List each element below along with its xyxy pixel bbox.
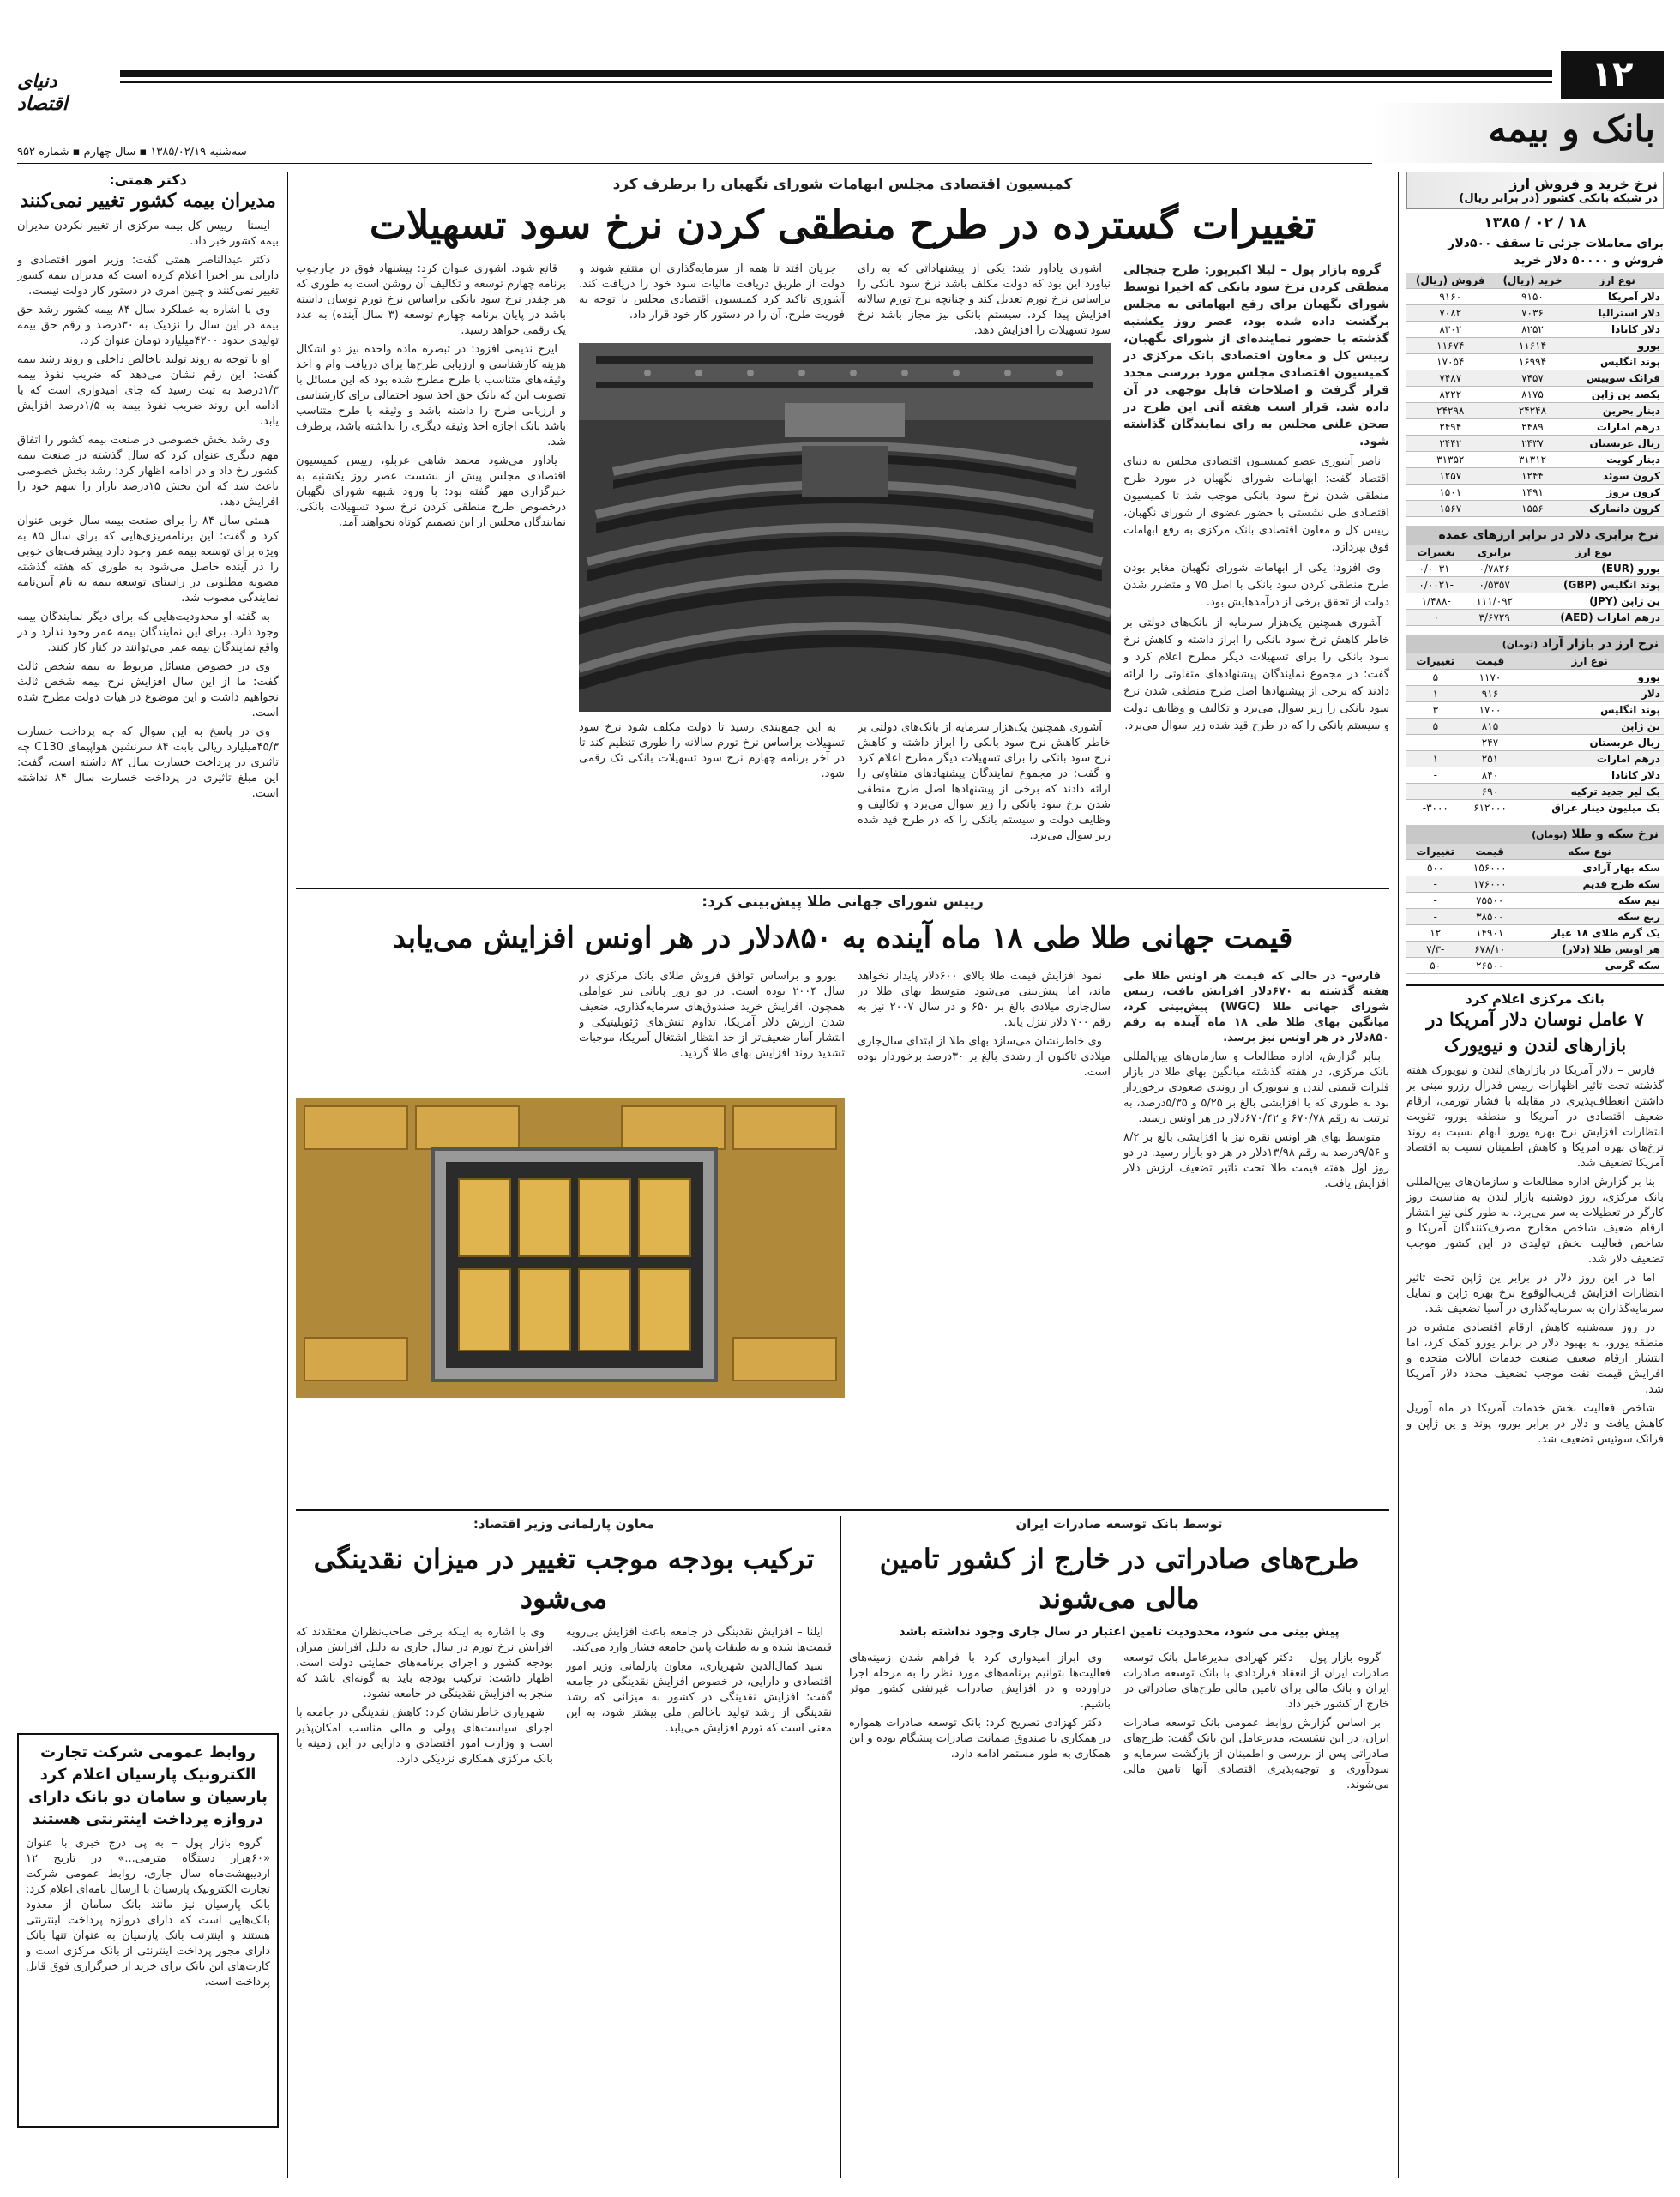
table-cell: درهم امارات (1570, 419, 1664, 436)
table-row (1406, 370, 1664, 387)
table-row (1406, 452, 1664, 468)
table-header-cell: خرید (ریال) (1495, 273, 1571, 289)
gold-kicker: رییس شورای جهانی طلا پیش‌بینی کرد: (702, 894, 984, 911)
table-cell: ۵۰ (1406, 958, 1464, 974)
budget-col-2 (296, 1625, 553, 2178)
table-cell: ۱۲ (1406, 925, 1464, 942)
table-cell: ۲۵۱ (1465, 751, 1516, 767)
lead-top-col-1 (858, 262, 1111, 339)
insurance-para: دکتر عبدالناصر همتی گفت: وزیر امور اقتصادی و دارایی نیز اخیرا اعلام کرده است که مدیران بیمه کشور تغییر نمی‌کنند و چنین امری در دستور کار دولت نیست. (17, 254, 279, 298)
lead-para: ایرج ندیمی افزود: در تبصره ماده واحده نیز دو اشکال هزینه کارشناسی و ارزیابی طرح‌ها برای دریافت وام و اخذ وثیقه‌های متناسب با طرح مطرح شده بود که این مسائل با تصویب این که بانک حق اخذ سود احتمالی برای کارشناسی و ارزیابی طرح را داشته باشد و وثیقه با طرح متناسب باشد بانک اجازه اخذ وثیقه دیگری را نداشته باشد، برطرف شد. (296, 343, 566, 448)
table-cell: یورو (EUR) (1523, 561, 1664, 577)
table-row (1406, 322, 1664, 338)
table-cell: ۱۶۹۹۴ (1495, 354, 1571, 370)
table-cell: فرانک سوییس (1570, 370, 1664, 387)
export-headline: طرح‌های صادراتی در خارج از کشور تامین مالی می‌شوند (879, 1543, 1359, 1615)
table-cell: ۳۸۵۰۰ (1464, 909, 1515, 925)
table-header-cell: نوع سکه (1515, 844, 1664, 860)
table-cell: ۳ (1406, 702, 1465, 719)
lead-para: آشوری یادآور شد: یکی از پیشنهاداتی که به رای نیاورد این بود که دولت مکلف باشد نرخ سود بانکی را براساس نرخ تورم تعدیل کند و چنانچه نرخ تورم سالانه افزایش پیدا کرد، سیستم بانکی نیز مجاز باشد نرخ سود تسهیلات را افزایش دهد. (858, 262, 1111, 337)
fed-para: اما در این روز دلار در برابر ین ژاپن تحت تاثیر انتظارات افزایش قریب‌الوقوع نرخ بهره ژاپن و تمایل سرمایه‌گذاران به سرمایه‌گذاری در آسیا تضعیف شد. (1406, 1272, 1664, 1315)
table-row (1406, 485, 1664, 501)
insurance-para: وی رشد بخش خصوصی در صنعت بیمه کشور را اتفاق مهم دیگری عنوان کرد که سال گذشته در صنعت بیمه کشور رخ داد و در ادامه اظهار کرد: رشد بخش خصوصی باعث شد که این بخش ۱۵درصد بازار را سهم خود را افزایش دهد. (17, 434, 279, 509)
lead-bottom-col-1 (858, 720, 1111, 879)
table-row (1406, 403, 1664, 419)
table-cell: ۹۱۶۰ (1406, 289, 1495, 305)
table-row (1406, 800, 1664, 816)
table-header-cell: نوع ارز (1570, 273, 1664, 289)
table-row (1406, 735, 1664, 751)
table-cell: پوند انگلیس (GBP) (1523, 577, 1664, 593)
table-cell: -۱/۴۸۸ (1406, 593, 1466, 610)
pasargad-headline: روابط عمومی شرکت تجارت الکترونیک پارسیان اعلام کرد پارسیان و سامان دو بانک دارای دروازه پرداخت اینترنتی هستند (28, 1743, 268, 1828)
table-cell: هر اونس طلا (دلار) (1515, 942, 1664, 958)
table-cell: ۱۴۹۱ (1495, 485, 1571, 501)
insurance-para: ایسنا – رییس کل بیمه مرکزی از تغییر نکردن مدیران بیمه کشور خبر داد. (17, 220, 279, 248)
fx-date: ۱۸ / ۰۲ / ۱۳۸۵ (1484, 214, 1587, 232)
lead-para: وی افزود: یکی از ابهامات شورای نگهبان مغایر بودن طرح منطقی کردن سود بانکی با اصل ۷۵ و متضرر شدن دولت از تحقق برخی از درآمدهایش بود. (1123, 562, 1389, 609)
table-cell: کرون نروژ (1570, 485, 1664, 501)
lead-col-3 (296, 262, 566, 879)
table-cell: ۸۳۰۲ (1406, 322, 1495, 338)
table-cell: یورو (1515, 670, 1664, 686)
budget-kicker: معاون پارلمانی وزیر اقتصاد: (473, 1516, 655, 1532)
table-row (1406, 767, 1664, 784)
gold-photo (296, 1098, 845, 1398)
coin-table (1406, 844, 1664, 974)
table-cell: ۸۲۲۲ (1406, 387, 1495, 403)
table-row (1406, 860, 1664, 876)
table-cell: ۱۵۶۰۰۰ (1464, 860, 1515, 876)
table-cell: ۱۱۶۱۴ (1495, 338, 1571, 354)
table-row (1406, 436, 1664, 452)
lead-para: آشوری همچنین یک‌هزار سرمایه از بانک‌های دولتی بر خاطر کاهش نرخ سود بانکی را ابراز داشته و کاهش نرخ سود بانکی را برای تسهیلات دیگر مطرح اعلام کرد و گفت: در مجموع نمایندگان پیشنهادهای متفاوتی را ارائه دادند که برخی از پیشنهادها اصل طرح منطقی شدن نرخ سود بانکی را زیر سوال می‌برد و تکالیف و وظایف دولت و سیستم بانکی را که در طرح قید شده زیر سوال می‌برد. (858, 721, 1111, 842)
free-table (1406, 653, 1664, 816)
free-title-text: نرخ ارز در بازار آزاد (1542, 637, 1659, 651)
table-row (1406, 942, 1664, 958)
lead-para: ناصر آشوری عضو کمیسیون اقتصادی مجلس به دنیای اقتصاد گفت: ابهامات شورای نگهبان در مورد طرح منطقی شدن نرخ سود بانکی موجب شد تا کمیسیون اقتصادی طی نشستی با حضور عضوی از شورای نگهبان، رییس کل و معاون اقتصادی بانک مرکزی به رفع ابهامات فوق بپردازد. (1123, 455, 1389, 554)
table-cell: سکه گرمی (1515, 958, 1664, 974)
right-divider (1398, 172, 1399, 2178)
table-cell: ۲۴۸۹ (1495, 419, 1571, 436)
gold-lede: فارس– در حالی که قیمت هر اونس طلا طی هفته گذشته به ۶۷۰دلار افزایش یافت، رییس شورای جهانی طلا (WGC) پیش‌بینی کرد، میانگین بهای طلا طی ۱۸ ماه آینده به رقم ۸۵۰دلار در هر اونس نیز برسد. (1123, 970, 1389, 1044)
table-cell: ۰/۷۸۲۶ (1466, 561, 1523, 577)
table-cell: ۸۲۵۲ (1495, 322, 1571, 338)
fed-kicker: بانک مرکزی اعلام کرد (1466, 991, 1605, 1007)
table-cell: ۷۰۳۶ (1495, 305, 1571, 322)
table-cell: ۵ (1406, 670, 1465, 686)
insurance-para: وی در پاسخ به این سوال که چه پرداخت خسارت ۴۵/۳میلیارد ریالی بابت ۸۴ سرنشین هواپیمای C130 چه تاثیری در پرداخت خسارت سال ۸۴ داشته است، گفت: این مبلغ تاثیری در پرداخت خسارت سال ۸۴ نداشته است. (17, 725, 279, 800)
table-cell: ۱۵۵۶ (1495, 501, 1571, 517)
section-title: بانک و بیمه (1488, 108, 1655, 150)
table-cell: -۰/۰۰۲۱ (1406, 577, 1466, 593)
gold-lede-col (1123, 969, 1389, 1501)
table-header-cell: قیمت (1464, 844, 1515, 860)
table-cell: سکه طرح قدیم (1515, 876, 1664, 893)
lead-bottom-col-2 (579, 720, 845, 879)
table-cell: ربع سکه (1515, 909, 1664, 925)
table-row (1406, 686, 1664, 702)
lead-para: جریان افتد تا همه از سرمایه‌گذاری آن منتفع شوند و دولت از طریق دریافت مالیات سود خود را دریافت کند. آشوری تاکید کرد کمیسیون اقتصادی مجلس با توجه به فوریت طرح، آن را در دستور کار خود قرار داد. (579, 262, 845, 322)
export-col-2 (849, 1651, 1111, 2178)
table-row (1406, 501, 1664, 517)
insurance-byline: دکتر همتی: (109, 172, 187, 188)
dateline-rule (17, 163, 1372, 164)
table-cell: ۸۱۵ (1465, 719, 1516, 735)
table-cell: یک لیر جدید ترکیه (1515, 784, 1664, 800)
table-cell: ۳/۶۷۲۹ (1466, 610, 1523, 626)
table-row (1406, 670, 1664, 686)
table-row (1406, 468, 1664, 485)
table-header-cell: قیمت (1465, 653, 1516, 670)
section-banner (1372, 103, 1664, 163)
table-row (1406, 909, 1664, 925)
insurance-headline: مدیران بیمه کشور تغییر نمی‌کنند (20, 190, 276, 212)
fed-headline: ۷ عامل نوسان دلار آمریکا در بازارهای لندن و نیویورک (1426, 1008, 1644, 1056)
table-cell: ۲۴۹۴ (1406, 419, 1495, 436)
coin-title-text: نرخ سکه و طلا (1571, 828, 1659, 841)
insurance-para: او با توجه به روند تولید ناخالص داخلی و روند رشد بیمه گفت: این رقم نشان می‌دهد که ضریب نفوذ بیمه ۱/۳درصد به ثبت رسید که جای امیدواری است که با ادامه این روند ضریب نفوذ بیمه به ۱/۵درصد افزایش یابد. (17, 353, 279, 428)
export-para: گروه بازار پول – دکتر کهزادی مدیرعامل بانک توسعه صادرات ایران از انعقاد قراردادی با بانک توسعه صادرات ایران و بانک مالی برای تامین مالی طرح‌های صادراتی در خارج از کشور خبر داد. (1123, 1652, 1389, 1711)
table-cell: دینار کویت (1570, 452, 1664, 468)
table-cell: درهم امارات (AED) (1523, 610, 1664, 626)
table-cell: ۱ (1406, 686, 1465, 702)
lead-top-col-2 (579, 262, 845, 339)
table-cell: کرون دانمارک (1570, 501, 1664, 517)
insurance-para: همتی سال ۸۴ را برای صنعت بیمه سال خوبی عنوان کرد و گفت: این برنامه‌ریزی‌هایی که برای سال ۸۵ به ویژه برای توسعه بیمه عمر وجود دارد پیشرفت‌های خوبی را در آینده حاصل می‌شود به طوری که هفته گذشته مصوبه مطلوبی در راستای توسعه بیمه به نام آیین‌نامه نمایندگی مصوب شد. (17, 515, 279, 605)
gold-bottom-rule (296, 1509, 1389, 1511)
mid-divider (840, 1516, 841, 2178)
table-row (1406, 305, 1664, 322)
table-cell: ۳۰۰۰- (1406, 800, 1465, 816)
table-row (1406, 610, 1664, 626)
table-cell: دلار کانادا (1570, 322, 1664, 338)
logo: دنیای اقتصاد (17, 70, 68, 115)
dateline: سه‌شنبه ۱۳۸۵/۰۲/۱۹ ▪ سال چهارم ▪ شماره ۹۵۲ (17, 146, 247, 159)
table-cell: ۲۴۲۹۸ (1406, 403, 1495, 419)
table-cell: ۱۷۰۰ (1465, 702, 1516, 719)
table-cell: ۱۷۰۵۴ (1406, 354, 1495, 370)
masthead (17, 51, 1664, 163)
table-row (1406, 784, 1664, 800)
table-row (1406, 289, 1664, 305)
free-unit: (تومان) (1502, 639, 1538, 650)
table-cell: ۸۴۰ (1465, 767, 1516, 784)
left-divider (287, 172, 288, 2178)
fed-para: در روز سه‌شنبه کاهش ارقام اقتصادی متشره در منطقه یورو، به بهبود دلار در برابر یورو کمک کرد، اما انتشار ارقام ضعیف صنعت خدمات ایالات متحده و افزایش قیمت نفت موجب تضعیف مجدد دلار آمریکا شد. (1406, 1321, 1664, 1396)
table-cell: ۱۱۱/۰۹۲ (1466, 593, 1523, 610)
gold-para: نمود افزایش قیمت طلا بالای ۶۰۰دلار پایدار نخواهد ماند، اما پیش‌بینی می‌شود متوسط بهای طلا در سال‌جاری میلادی بالغ بر ۶۵۰ و در سال ۲۰۰۷ نیز به رقم ۷۰۰ دلار تنزل یابد. (858, 970, 1111, 1029)
top-rule (120, 70, 1552, 77)
table-cell: یک گرم طلای ۱۸ عیار (1515, 925, 1664, 942)
table-row (1406, 702, 1664, 719)
table-cell: ۳۱۳۱۲ (1495, 452, 1571, 468)
table-cell: ۲۶۵۰۰ (1464, 958, 1515, 974)
table-row (1406, 593, 1664, 610)
insurance-body (17, 219, 279, 1728)
table-cell: سکه بهار آزادی (1515, 860, 1664, 876)
budget-para: سید کمال‌الدین شهریاری، معاون پارلمانی وزیر امور اقتصادی و دارایی، در خصوص افزایش نقدینگی در جامعه گفت: افزایش نقدینگی در کشور به میزانی که رشد نقدینگی از رشد تولید ناخالص ملی بیشتر شود، به این معنی است که تورم افزایش می‌یابد. (566, 1660, 832, 1735)
table-cell: ۰ (1406, 610, 1466, 626)
table-cell: ۱۲۵۷ (1406, 468, 1495, 485)
table-header-cell: نوع ارز (1515, 653, 1664, 670)
table-row (1406, 577, 1664, 593)
table-cell: ۱۷۶۰۰۰ (1464, 876, 1515, 893)
lead-para: آشوری همچنین یک‌هزار سرمایه از بانک‌های دولتی بر خاطر کاهش نرخ سود بانکی را ابراز داشته و کاهش نرخ سود بانکی را برای تسهیلات دیگر مطرح اعلام کرد و گفت: در مجموع نمایندگان پیشنهادهای متفاوتی را ارائه دادند که برخی از پیشنهادها اصل طرح منطقی شدن نرخ سود بانکی را زیر سوال می‌برد و تکالیف و وظایف دولت و سیستم بانکی را که در طرح قید شده زیر سوال می‌برد. (1123, 617, 1389, 732)
table-cell: ۶۹۰ (1465, 784, 1516, 800)
table-cell: ۱ (1406, 751, 1465, 767)
table-cell: پوند انگلیس (1515, 702, 1664, 719)
lead-lede-text: گروه بازار پول – لیلا اکبرپور: طرح جنجالی منطقی کردن نرخ سود بانکی که اخیرا توسط شورای نگهبان برای رفع ابهاماتی به مجلس برگشت داده شده بود، عصر روز یکشنبه گذشته با حضور نماینده‌ای از شورای نگهبان، رییس کل و معاون اقتصادی بانک مرکزی در کمیسیون اقتصادی مجلس مورد بررسی مجدد قرار گرفت و اصلاحات قابل توجهی در آن داده شد. قرار است هفته آتی این طرح در صحن علنی مجلس به رای نمایندگان گذاشته شود. (1123, 263, 1389, 448)
fx-title: نرخ خرید و فروش ارز (1509, 176, 1658, 192)
table-cell: دینار بحرین (1570, 403, 1664, 419)
table-cell: ۸۱۷۵ (1495, 387, 1571, 403)
export-para: بر اساس گزارش روابط عمومی بانک توسعه صادرات ایران، در این نشست، مدیرعامل این بانک گفت: طرح‌های صادراتی پس از بررسی و اطمینان از بازگشت سرمایه و سودآوری و توجیه‌پذیری اقتصادی آنها تامین مالی می‌شوند. (1123, 1717, 1389, 1791)
table-cell: دلار (1515, 686, 1664, 702)
export-col-1 (1123, 1651, 1389, 2178)
table-cell: یکصد ین ژاپن (1570, 387, 1664, 403)
table-cell: دلار کانادا (1515, 767, 1664, 784)
export-para: وی ابراز امیدواری کرد با فراهم شدن زمینه‌های فعالیت‌ها بتوانیم برنامه‌های مورد نظر را به مرحله اجرا درآورده و در افزایش صادرات غیرنفتی کشور موثر باشیم. (849, 1652, 1111, 1711)
insurance-para: به گفته او محدودیت‌هایی که برای دیگر نمایندگان بیمه وجود دارد، برای این نمایندگان بیمه عمر وجود ندارد و در واقع نمایندگان بیمه عمر می‌توانند در کنار کار کنند. (17, 611, 279, 654)
table-cell: ۹۱۵۰ (1495, 289, 1571, 305)
table-row (1406, 958, 1664, 974)
top-rule-thin (120, 81, 1552, 83)
budget-col-1 (566, 1625, 832, 2178)
fx-note: برای معاملات جزئی تا سقف ۵۰۰دلار فروش و ۵۰۰۰۰ دلار خرید (1448, 237, 1664, 268)
table-cell: - (1406, 767, 1465, 784)
gold-col-2 (858, 969, 1111, 1501)
insurance-para: وی در خصوص مسائل مربوط به بیمه شخص ثالث گفت: ما از این سال افزایش نرخ بیمه شخص ثالث نخواهیم داشت و این موضوع در هیات دولت مطرح شده است. (17, 660, 279, 719)
table-cell: - (1406, 893, 1464, 909)
fed-para: فارس – دلار آمریکا در بازارهای لندن و نیویورک هفته گذشته تحت تاثیر اظهارات رییس فدرال رزرو مبنی بر داشتن انعطاف‌پذیری در مقابله با فشار تورمی، ارقام ضعیف اقتصادی در آمریکا و منطقه یورو، تقویت انتظارات افزایش نرخ بهره یورو، ابهام نسبت به روند نرخ‌های بهره آمریکا و کاهش اطمینان نسبت به اقتصاد آمریکا تضعیف شد. (1406, 1064, 1664, 1170)
lead-kicker: کمیسیون اقتصادی مجلس ابهامات شورای نگهبان را برطرف کرد (612, 176, 1073, 193)
gold-col-3 (579, 969, 845, 1089)
lead-para: به این جمع‌بندی رسید تا دولت مکلف شود نرخ سود تسهیلات براساس نرخ تورم سالانه را طوری تنظیم کند تا در آخر برنامه چهارم نرخ سود تسهیلات بانکی تک رقمی شود. (579, 721, 845, 780)
gold-headline: قیمت جهانی طلا طی ۱۸ ماه آینده به ۸۵۰دلار در هر اونس افزایش می‌یابد (392, 921, 1293, 955)
table-cell: ریال عربستان (1570, 436, 1664, 452)
export-kicker: توسط بانک توسعه صادرات ایران (1015, 1516, 1223, 1532)
table-cell: ۰/۵۳۵۷ (1466, 577, 1523, 593)
gold-para: وی خاطرنشان می‌سازد بهای طلا از ابتدای سال‌جاری میلادی تاکنون از رشدی بالغ بر ۳۰درصد برخوردار بوده است. (858, 1035, 1111, 1079)
fx-header-box (1406, 172, 1664, 209)
fx-table (1406, 273, 1664, 517)
table-row (1406, 719, 1664, 735)
gold-bars-image (296, 1098, 845, 1398)
table-cell: ۲۴۳۷ (1495, 436, 1571, 452)
table-cell: - (1406, 909, 1464, 925)
table-cell: کرون سوئد (1570, 468, 1664, 485)
table-cell: - (1406, 876, 1464, 893)
budget-para: وی با اشاره به اینکه برخی صاحب‌نظران معتقدند که افزایش نرخ تورم در سال جاری به دلیل افزایش میزان بودجه کشور و اجرای برنامه‌های حمایتی دولت است، اظهار داشت: ترکیب بودجه باید به گونه‌ای باشد که منجر به افزایش نقدینگی در جامعه نشود. (296, 1626, 553, 1700)
table-cell: -۰/۰۰۳۱ (1406, 561, 1466, 577)
table-cell: نیم سکه (1515, 893, 1664, 909)
gold-para: متوسط بهای هر اونس نقره نیز با افزایشی بالغ بر ۸/۲ و ۹/۵۶درصد به رقم ۱۳/۹۸دلار در هر دو بازار رسید. در دو روز اول هفته قیمت طلا تحت تاثیر تضعیف ارزش دلار افزایش یافت. (1123, 1131, 1389, 1190)
table-header-cell: تغییرات (1406, 844, 1464, 860)
table-cell: ۱۵۶۷ (1406, 501, 1495, 517)
budget-headline: ترکیب بودجه موجب تغییر در میزان نقدینگی می‌شود (313, 1543, 815, 1615)
parity-title: نرخ برابری دلار در برابر ارزهای عمده (1406, 526, 1664, 545)
fx-sidebar (1406, 172, 1664, 1809)
table-cell: ریال عربستان (1515, 735, 1664, 751)
fed-body (1406, 1063, 1664, 1809)
table-cell: ۱۴۹۰۱ (1464, 925, 1515, 942)
table-cell: - (1406, 735, 1465, 751)
table-cell: ۱۵۰۱ (1406, 485, 1495, 501)
table-header-cell: تغییرات (1406, 653, 1465, 670)
insurance-para: وی با اشاره به عملکرد سال ۸۴ بیمه کشور رشد حق بیمه در این سال را نزدیک به ۳۰درصد و رقم حق بیمه تولیدی حدود ۴۲۰۰میلیارد تومان عنوان کرد. (17, 304, 279, 347)
budget-para: شهریاری خاطرنشان کرد: کاهش نقدینگی در جامعه با اجرای سیاست‌های پولی و مالی مناسب امکان‌پذیر است و وزارت امور اقتصادی و دارایی در این زمینه با بانک مرکزی همکاری نزدیکی دارد. (296, 1706, 553, 1766)
lead-para: یادآور می‌شود محمد شاهی عربلو، رییس کمیسیون اقتصادی مجلس پیش از نشست عصر روز یکشنبه به خبرگزاری مهر گفته بود: با ورود شبهه شورای نگهبان درخصوص طرح منطقی کردن نرخ سود تسهیلات بانکی، نمایندگان مجلس از این تصمیم کوتاه نخواهند آمد. (296, 454, 566, 529)
table-header-cell: نوع ارز (1523, 545, 1664, 561)
table-header-cell: تغییرات (1406, 545, 1466, 561)
coin-title (1406, 825, 1664, 844)
parity-table (1406, 545, 1664, 626)
gold-para: یورو و براساس توافق فروش طلای بانک مرکزی در سال ۲۰۰۴ بوده است. در دو روز پایانی نیز عواملی همچون، افزایش خرید صندوق‌های سرمایه‌گذاری، ضعیف شدن ارزش دلار آمریکا، تداوم تنش‌های ژئوپلیتیکی و انتشار آمار ضعیف‌تر از حد انتظار اشتغال آمریکا، موجبات تشدید روند افزایش بهای طلا گردید. (579, 970, 845, 1060)
pasargad-body (26, 1836, 270, 2119)
table-cell: ین ژاپن (JPY) (1523, 593, 1664, 610)
table-cell: پوند انگلیس (1570, 354, 1664, 370)
table-row (1406, 751, 1664, 767)
table-cell: ۱۲۴۴ (1495, 468, 1571, 485)
table-cell: ۶۱۲۰۰۰ (1465, 800, 1516, 816)
coin-unit: (تومان) (1532, 829, 1568, 840)
table-cell: ۹۱۶ (1465, 686, 1516, 702)
lead-headline: تغییرات گسترده در طرح منطقی کردن نرخ سود تسهیلات (369, 202, 1316, 248)
table-cell: ۳۱۳۵۲ (1406, 452, 1495, 468)
gold-para: بنابر گزارش، اداره مطالعات و سازمان‌های بین‌المللی بانک مرکزی، در هفته گذشته میانگین بهای طلا در بازار فلزات قیمتی لندن و نیویورک از روندی صعودی برخوردار بود به طوری که با افزایشی بالغ بر ۵/۲۵ و ۵/۳۵درصد، به ترتیب به رقم ۶۷۰/۷۸ و ۶۷۰/۴۲دلار در هر اونس رسید. (1123, 1050, 1389, 1125)
table-cell: یک میلیون دینار عراق (1515, 800, 1664, 816)
table-row (1406, 387, 1664, 403)
table-row (1406, 893, 1664, 909)
page-number: ١٢ (1561, 51, 1664, 99)
table-cell: ۷۴۵۷ (1495, 370, 1571, 387)
table-cell: دلار آمریکا (1570, 289, 1664, 305)
fx-subtitle: در شبکه بانکی کشور (در برابر ریال) (1459, 192, 1658, 205)
table-header-cell: برابری (1466, 545, 1523, 561)
table-cell: ۵۰۰ (1406, 860, 1464, 876)
table-cell: دلار استرالیا (1570, 305, 1664, 322)
table-row (1406, 925, 1664, 942)
fed-article (1406, 984, 1664, 1809)
parliament-image (579, 343, 1111, 712)
table-cell: ۲۴۷ (1465, 735, 1516, 751)
table-cell: - (1406, 784, 1465, 800)
pasargad-box (17, 1733, 279, 2128)
table-cell: ۲۴۲۴۸ (1495, 403, 1571, 419)
table-row (1406, 419, 1664, 436)
table-cell: -۷/۳ (1406, 942, 1464, 958)
table-row (1406, 354, 1664, 370)
table-cell: ۱۱۷۰ (1465, 670, 1516, 686)
table-header-cell: فروش (ریال) (1406, 273, 1495, 289)
table-cell: ۱۱۶۷۴ (1406, 338, 1495, 354)
table-cell: یورو (1570, 338, 1664, 354)
table-cell: ین ژاپن (1515, 719, 1664, 735)
fed-para: شاخص فعالیت بخش خدمات آمریکا در ماه آوریل کاهش یافت و دلار در برابر یورو، پوند و ین ژاپن و فرانک سوئیس تضعیف شد. (1406, 1402, 1664, 1446)
table-cell: ۵ (1406, 719, 1465, 735)
table-cell: ۷۴۸۷ (1406, 370, 1495, 387)
export-para: دکتر کهزادی تصریح کرد: بانک توسعه صادرات همواره در همکاری با صندوق ضمانت صادرات پیشگام بوده و این همکاری به طور مستمر ادامه دارد. (849, 1717, 1111, 1761)
parliament-photo (579, 343, 1111, 712)
table-row (1406, 561, 1664, 577)
lead-para: قانع شود. آشوری عنوان کرد: پیشنهاد فوق در چارچوب برنامه چهارم توسعه و تکالیف آن روشن است به طوری که هر چقدر نرخ سود بانکی براساس نرخ تورم نوسان داشته باشد در پایان برنامه چهارم توسعه (۳ سال آینده) به عدد یک رقمی خواهد رسید. (296, 262, 566, 337)
table-cell: درهم امارات (1515, 751, 1664, 767)
free-title (1406, 635, 1664, 653)
left-column (17, 172, 279, 2178)
table-row (1406, 876, 1664, 893)
table-cell: ۲۴۴۲ (1406, 436, 1495, 452)
lead-bottom-rule (296, 888, 1389, 889)
pasargad-para: گروه بازار پول – به پی درج خبری با عنوان «۶۰هزار دستگاه مترمی...» در تاریخ ۱۲ اردیبهشت‌ماه سال جاری، روابط عمومی شرکت تجارت الکترونیک پارسیان با ارسال نامه‌ای اعلام کرد: بانک پارسیان نیز مانند بانک سامان از معدود بانک‌هایی است که دارای دروازه پرداخت اینترنتی هستند و اینترنت بانک پارسیان به عنوان تنها بانک دارای مجوز پرداخت اینترنتی از بانک مرکزی است و کارت‌های این بانک برای خرید از خبرگزاری فوق قابل پرداخت است. (26, 1837, 270, 1989)
table-cell: ۷۰۸۲ (1406, 305, 1495, 322)
budget-para: ایلنا – افزایش نقدینگی در جامعه باعث افزایش بی‌رویه قیمت‌ها شده و به طبقات پایین جامعه فشار وارد می‌کند. (566, 1626, 832, 1654)
fed-para: بنا بر گزارش اداره مطالعات و سازمان‌های بین‌المللی بانک مرکزی، روز دوشنبه بازار لندن به مناسبت روز کارگر در تعطیلات به سر می‌برد. به طور کلی نیز انتشار ارقام ضعیف شاخص مخارج مصرف‌کنندگان آمریکا و شاخص فعالیت بخش تولیدی در این کشور موجب تضعیف دلار شد. (1406, 1176, 1664, 1266)
table-row (1406, 338, 1664, 354)
table-cell: ۶۷۸/۱۰ (1464, 942, 1515, 958)
export-subhead: پیش بینی می شود، محدودیت تامین اعتبار در سال جاری وجود نداشته باشد (899, 1625, 1340, 1639)
table-cell: ۷۵۵۰۰ (1464, 893, 1515, 909)
lead-lede (1123, 262, 1389, 879)
